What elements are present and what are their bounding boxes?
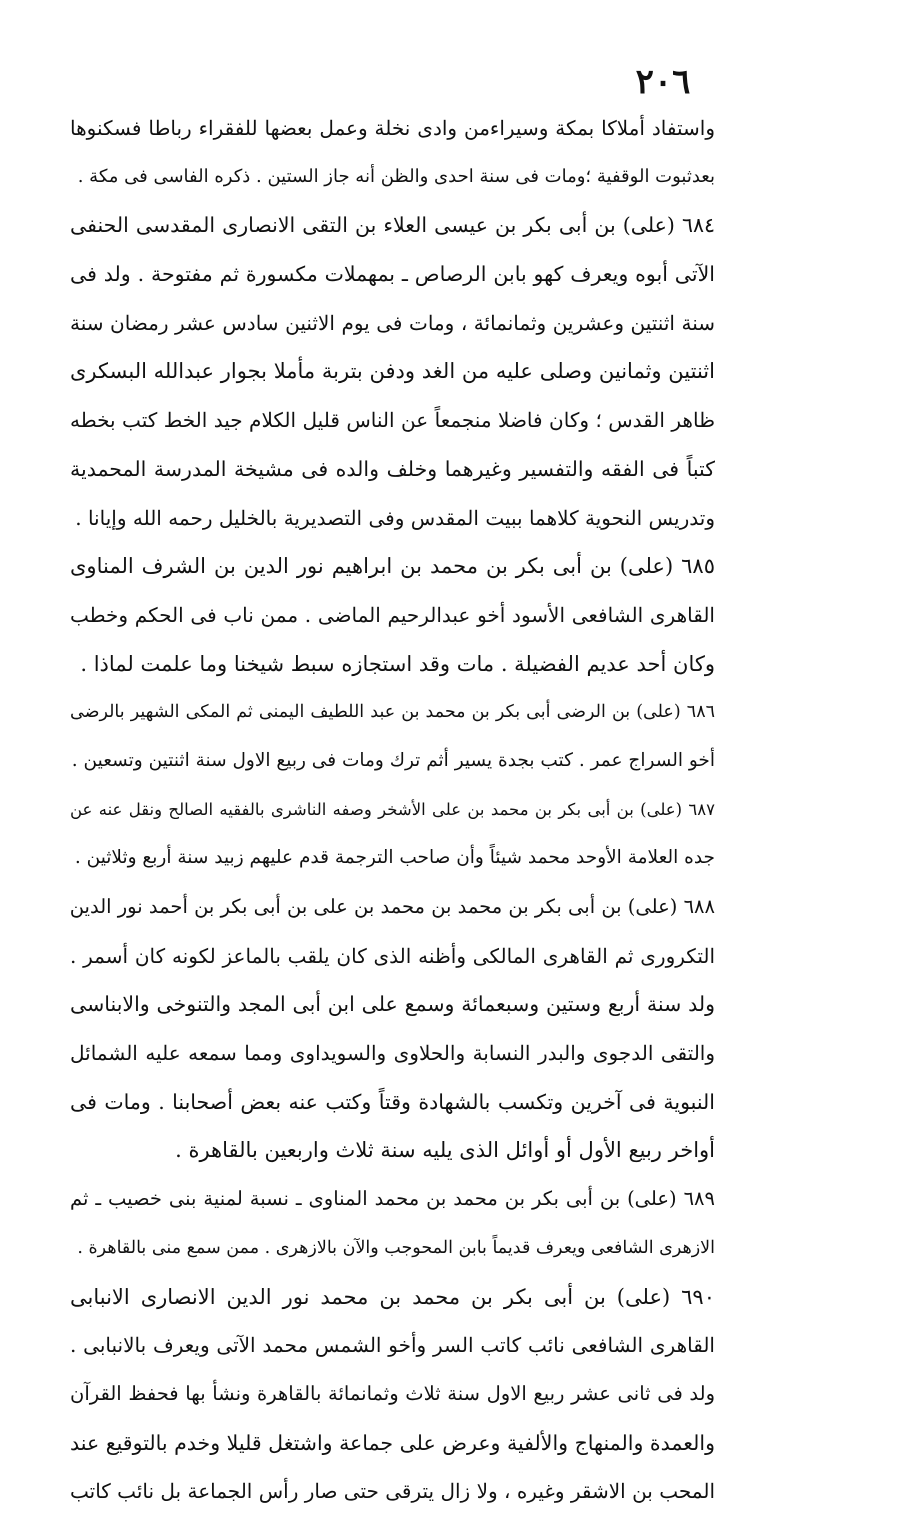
text-line: اثنتين وثمانين وصلى عليه من الغد ودفن بتربة مأملا بجوار عبدالله البسكرى bbox=[70, 359, 715, 384]
text-line: ٦٨٩ (على) بن أبى بكر بن محمد بن محمد المناوى ـ نسبة لمنية بنى خصيب ـ ثم bbox=[70, 1187, 715, 1211]
text-line: والعمدة والمنهاج والألفية وعرض على جماعة واشتغل قليلا وخدم بالتوقيع عند bbox=[70, 1430, 715, 1455]
text-line: ولد فى ثانى عشر ربيع الاول سنة ثلاث وثمانمائة بالقاهرة ونشأ بها فحفظ القرآن bbox=[70, 1381, 715, 1405]
text-line: ٦٨٦ (على) بن الرضى أبى بكر بن محمد بن عبد اللطيف اليمنى ثم المكى الشهير بالرضى bbox=[70, 702, 715, 723]
text-line: ٦٨٧ (على) بن أبى بكر بن محمد بن على الأشخر وصفه الناشرى بالفقيه الصالح ونقل عنه عن bbox=[70, 799, 715, 819]
text-line: وتدريس النحوية كلاهما ببيت المقدس وفى التصديرية بالخليل رحمه الله وإيانا . bbox=[75, 505, 715, 530]
text-line: ظاهر القدس ؛ وكان فاضلا منجمعاً عن الناس قليل الكلام جيد الخط كتب بخطه bbox=[70, 408, 715, 433]
text-line: الازهرى الشافعى ويعرف قديماً بابن المحوجب والآن بالازهرى . ممن سمع منى بالقاهرة . bbox=[77, 1237, 715, 1258]
text-line: ٦٩٠ (على) بن أبى بكر بن محمد بن محمد نور الدين الانصارى الانبابى bbox=[70, 1284, 715, 1309]
text-line: القاهرى الشافعى نائب كاتب السر وأخو الشمس محمد الآتى ويعرف بالانبابى . bbox=[70, 1333, 715, 1358]
text-line: أخو السراج عمر . كتب بجدة يسير أثم ترك ومات فى ربيع الاول سنة اثنتين وتسعين . bbox=[71, 749, 715, 771]
text-line: أواخر ربيع الأول أو أوائل الذى يليه سنة ثلاث واربعين بالقاهرة . bbox=[175, 1138, 715, 1163]
text-line: سنة اثنتين وعشرين وثمانمائة ، ومات فى يوم الاثنين سادس عشر رمضان سنة bbox=[70, 310, 715, 335]
text-line: الآتى أبوه ويعرف كهو بابن الرصاص ـ بمهملات مكسورة ثم مفتوحة . ولد فى bbox=[70, 262, 715, 287]
page-number: ٢٠٦ bbox=[635, 62, 691, 102]
text-line: ولد سنة أربع وستين وسبعمائة وسمع على ابن أبى المجد والتنوخى والابناسى bbox=[70, 992, 715, 1017]
text-line: بعدثبوت الوقفية ؛ومات فى سنة احدى والظن أنه جاز الستين . ذكره الفاسى فى مكة . bbox=[77, 165, 715, 187]
text-line: كتباً فى الفقه والتفسير وغيرهما وخلف والده فى مشيخة المدرسة المحمدية bbox=[70, 456, 715, 481]
text-line: القاهرى الشافعى الأسود أخو عبدالرحيم الماضى . ممن ناب فى الحكم وخطب bbox=[70, 602, 715, 627]
text-line: النبوية فى آخرين وتكسب بالشهادة وقتاً وكتب عنه بعض أصحابنا . ومات فى bbox=[70, 1089, 715, 1114]
text-line: المحب بن الاشقر وغيره ، ولا زال يترقى حتى صار رأس الجماعة بل نائب كاتب bbox=[70, 1479, 715, 1504]
text-line: والتقى الدجوى والبدر النسابة والحلاوى والسويداوى ومما سمعه عليه الشمائل bbox=[70, 1041, 715, 1066]
text-line: التكرورى ثم القاهرى المالكى وأظنه الذى كان يلقب بالماعز لكونه كان أسمر . bbox=[70, 943, 715, 968]
body-text bbox=[70, 104, 715, 1516]
text-line: واستفاد أملاكا بمكة وسيراءمن وادى نخلة وعمل بعضها للفقراء رباطا فسكنوها bbox=[70, 116, 715, 140]
text-line: ٦٨٤ (على) بن أبى بكر بن عيسى العلاء بن التقى الانصارى المقدسى الحنفى bbox=[70, 213, 715, 238]
text-line: ٦٨٥ (على) بن أبى بكر بن محمد بن ابراهيم نور الدين بن الشرف المناوى bbox=[70, 554, 715, 579]
text-line: ٦٨٨ (على) بن أبى بكر بن محمد بن محمد بن على بن أبى بكر بن أحمد نور الدين bbox=[70, 895, 715, 918]
text-line: جده العلامة الأوحد محمد شيئاً وأن صاحب الترجمة قدم عليهم زبيد سنة أربع وثلاثين . bbox=[74, 847, 715, 869]
text-line: وكان أحد عديم الفضيلة . مات وقد استجازه سبط شيخنا وما علمت لماذا . bbox=[80, 651, 715, 676]
